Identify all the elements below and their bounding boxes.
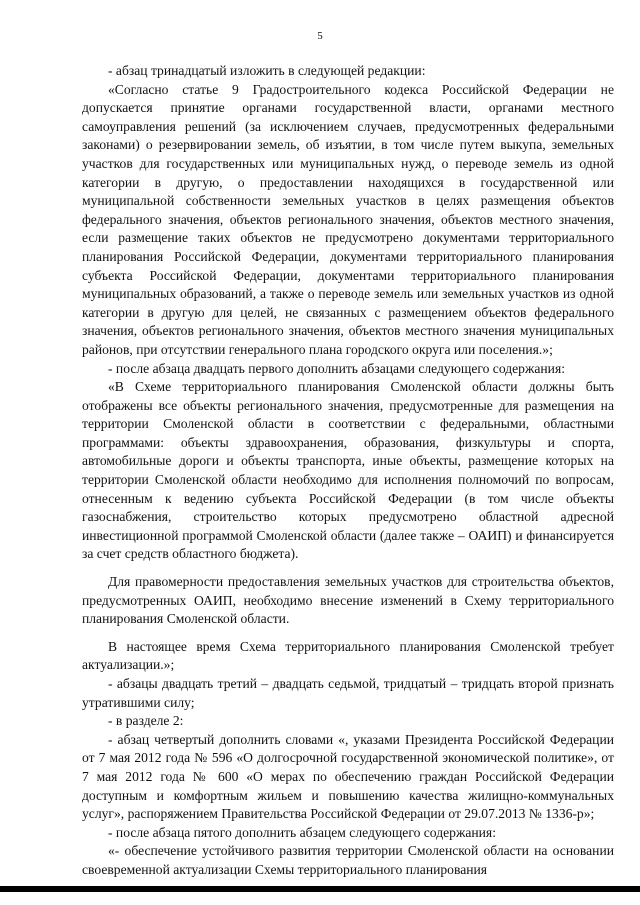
paragraph-quote-scheme: «В Схеме территориального планирования Смоленской области должны быть отображены все объекты регионального значения, предусмотренные для размещения на территории Смоленской области в соответствии с федеральными, областными программами: объекты здравоохранения, образования, физкультуры и спорта, автомобильные дороги и объекты транспорта, иные объекты, размещение которых на территории Смоленской области необходимо для исполнения полномочий по вопросам, отнесенным к ведению субъекта Российской Федерации (в том числе объекты газоснабжения, строительство которых предусмотрено областной адресной инвестиционной программой Смоленской области (далее также – ОАИП) и финансируется за счет средств областного бюджета). [82,379,614,562]
paragraph-section-2: - в разделе 2: [108,713,184,729]
paragraph-after-5: - после абзаца пятого дополнить абзацем следующего содержания: [108,824,496,840]
bottom-rule [0,886,640,892]
paragraph-amend-4: - абзац четвертый дополнить словами «, указами Президента Российской Федерации от 7 мая 2012 года № 596 «О долгосрочной государственной экономической политике», от 7 мая 2012 года № 600 «О мерах по обеспечению граждан Российской Федерации доступным и комфортным жильем и повышению качества жилищно-коммунальных услуг», распоряжением Правительства Российской Федерации от 29.07.2013 № 1336-р»; [82,731,614,822]
paragraph-after-21: - после абзаца двадцать первого дополнить абзацами следующего содержания: [108,360,565,376]
page-number: 5 [317,30,323,42]
paragraph-actualization: В настоящее время Схема территориального планирования Смоленской требует актуализации.»; [82,638,614,673]
paragraph-repeal: - абзацы двадцать третий – двадцать седьмой, тридцатый – тридцать второй признать утратившими силу; [82,676,614,710]
paragraph-quote-sustainable: «- обеспечение устойчивого развития территории Смоленской области на основании своевременной актуализации Схемы территориального планирования [82,843,614,877]
paragraph-amend-13: - абзац тринадцатый изложить в следующей редакции: [108,63,426,78]
document-body [82,62,614,880]
paragraph-legality: Для правомерности предоставления земельных участков для строительства объектов, предусмотренных ОАИП, необходимо внесение изменений в Схему территориального планирования Смоленской области. [82,574,614,627]
paragraph-quote-article-9: «Согласно статье 9 Градостроительного кодекса Российской Федерации не допускается принятие органами государственной власти, органами местного самоуправления решений (за исключением случаев, предусмотренных федеральными законами) о резервировании земель, об изъятии, в том числе путем выкупа, земельных участков для государственных или муниципальных нужд, о переводе земель из одной категории в другую, о предоставлении находящихся в государственной или муниципальной собственности земельных участков в целях размещения объектов федерального значения, объектов регионального значения, объектов местного значения, если размещение таких объектов не предусмотрено документами территориального планирования Российской Федерации, документами территориального планирования субъекта Российской Федерации, документами территориального планирования муниципальных образований, а также о переводе земель или земельных участков из одной категории в другую для целей, не связанных с размещением объектов федерального значения, объектов регионального значения, объектов местного значения муниципальных районов, при отсутствии генерального плана городского округа или поселения.»; [82,81,614,357]
